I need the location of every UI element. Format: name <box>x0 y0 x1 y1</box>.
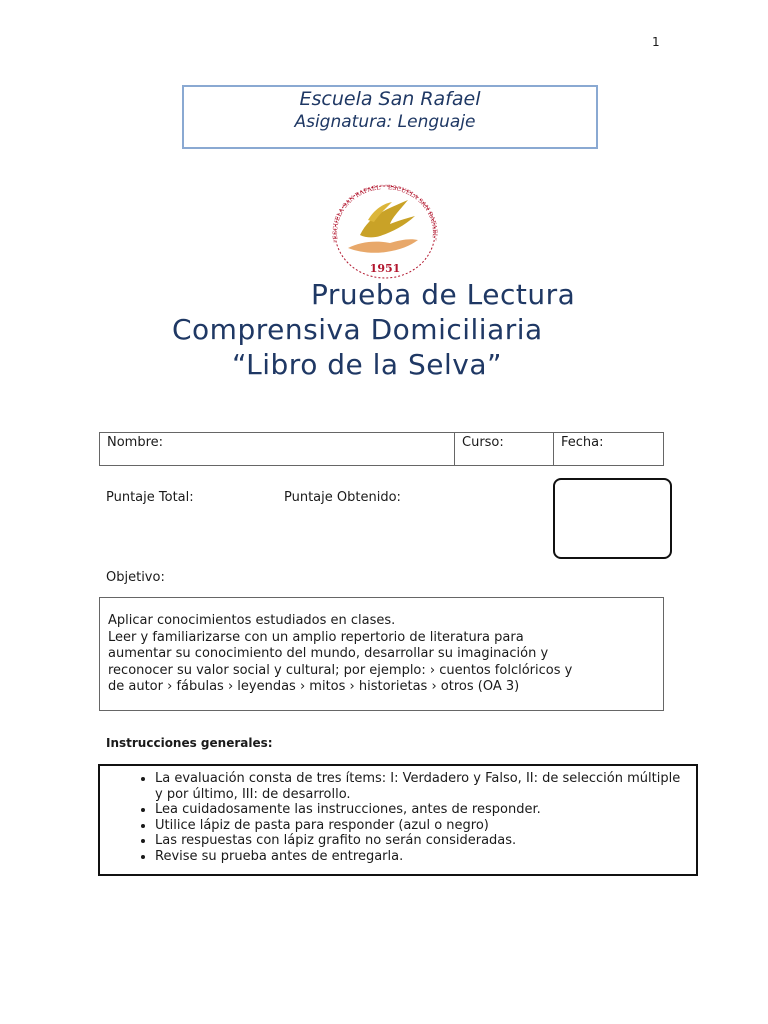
logo-ring-text: "ESCUELA SAN RAFAEL" "ESCUELA SAN RAFAEL" <box>331 184 439 243</box>
school-name: Escuela San Rafael <box>299 88 481 110</box>
grade-box[interactable] <box>553 478 672 559</box>
instruction-item: • Utilice lápiz de pasta para responder (azul o negro) <box>155 818 686 834</box>
title-line-2: Comprensiva Domiciliaria <box>172 313 543 346</box>
objective-line: Leer y familiarizarse con un amplio repertorio de literatura para <box>108 629 524 645</box>
instructions-list <box>100 771 686 864</box>
instruction-item: • Las respuestas con lápiz grafito no serán consideradas. <box>155 833 686 849</box>
course-label: Curso: <box>462 435 504 450</box>
logo-year: 1951 <box>369 262 401 275</box>
objective-line: reconocer su valor social y cultural; por ejemplo: › cuentos folclóricos y <box>108 662 573 678</box>
dove-icon <box>360 200 415 237</box>
instruction-item: • La evaluación consta de tres ítems: I: Verdadero y Falso, II: de selección múltiple y por último, III: de desarrollo. <box>155 771 686 802</box>
objective-label: Objetivo: <box>106 570 165 585</box>
instruction-item: • Revise su prueba antes de entregarla. <box>155 849 686 865</box>
school-logo <box>320 180 450 280</box>
instructions-title: Instrucciones generales: <box>106 736 273 750</box>
instructions-box <box>98 764 698 876</box>
student-info-table <box>99 432 664 466</box>
objective-line: aumentar su conocimiento del mundo, desarrollar su imaginación y <box>108 646 549 661</box>
title-line-1: Prueba de Lectura <box>311 278 576 311</box>
course-field[interactable] <box>455 433 554 466</box>
obtained-score-label: Puntaje Obtenido: <box>284 490 401 505</box>
objective-box <box>99 597 664 711</box>
total-score-label: Puntaje Total: <box>106 490 194 505</box>
name-label: Nombre: <box>107 435 164 450</box>
objective-line: de autor › fábulas › leyendas › mitos › historietas › otros (OA 3) <box>108 679 520 694</box>
instruction-item: • Lea cuidadosamente las instrucciones, antes de responder. <box>155 802 686 818</box>
page-number: 1 <box>652 35 660 49</box>
subject-name: Asignatura: Lenguaje <box>294 112 476 132</box>
hand-icon <box>348 239 418 253</box>
date-field[interactable] <box>554 433 664 466</box>
objective-line: Aplicar conocimientos estudiados en clases. <box>108 613 396 628</box>
title-line-3: “Libro de la Selva” <box>232 348 502 381</box>
name-field[interactable] <box>100 433 455 466</box>
date-label: Fecha: <box>561 435 604 450</box>
school-header-box <box>182 85 598 149</box>
